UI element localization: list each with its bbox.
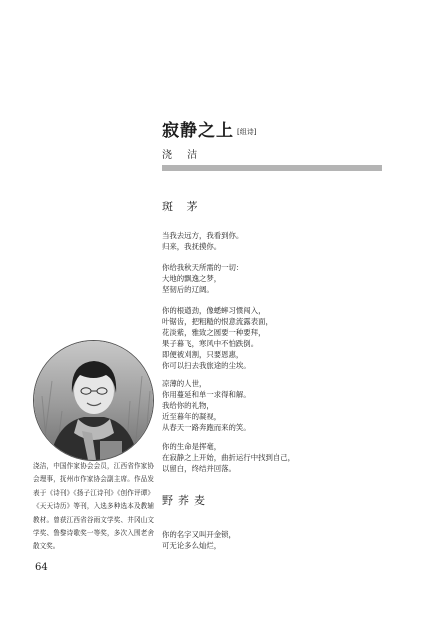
poem-line: 叶锯齿，把粗糙的恨意流露表面， bbox=[162, 317, 273, 326]
author-portrait-image bbox=[34, 341, 153, 460]
poem-line: 从春天一路奔跑而来的笑。 bbox=[162, 423, 251, 432]
poem-line: 你的名字又叫开金锁， bbox=[162, 530, 236, 539]
poem-line: 你可以扫去我旅途的尘埃。 bbox=[162, 361, 251, 370]
author-bio: 浇洁，中国作家协会会员，江西省作家协会理事，抚州市作家协会副主席。作品发表于《诗刊》《扬子江诗刊》《创作评谭》《天天诗历》等刊，入选多种选本及教辅教材。曾获江西省谷雨文学奖、井冈山文学奖、鲁黎诗歌奖一等奖，多次入围老舍散文奖。 bbox=[33, 462, 154, 551]
poem-line: 近至暮年的凝视， bbox=[162, 412, 222, 421]
poem-genre-tag: [组诗] bbox=[237, 128, 257, 136]
poem-line: 坚韧后的辽阔。 bbox=[162, 285, 214, 294]
section-title-2: 野荞麦 bbox=[162, 494, 210, 507]
poem-title-row bbox=[162, 116, 256, 141]
poem-line: 凉薄的人世， bbox=[162, 379, 207, 388]
poem-line: 你用蔓延和单一求得和解。 bbox=[162, 390, 251, 399]
stanza-1 bbox=[162, 230, 243, 252]
poem-title: 寂静之上 bbox=[162, 121, 234, 141]
stanza-2 bbox=[162, 262, 243, 295]
stanza-6 bbox=[162, 529, 236, 551]
poem-line: 花淡紫，雅致之圆要一种要拜， bbox=[162, 328, 266, 337]
poem-line: 可无论多么灿烂， bbox=[162, 541, 222, 550]
poem-line: 你给我秋天所需的一切： bbox=[162, 263, 244, 272]
poem-line: 我给你的礼物， bbox=[162, 401, 214, 410]
poem-line: 归来，我抚摸你。 bbox=[162, 242, 222, 251]
page-number: 64 bbox=[35, 562, 48, 573]
section-title-1: 斑 茅 bbox=[162, 200, 203, 213]
stanza-3 bbox=[162, 305, 273, 371]
poem-line: 你的根遒劲，像蟋蟀习惯闯入， bbox=[162, 306, 266, 315]
poem-line: 大地的飘逸之梦， bbox=[162, 274, 222, 283]
poem-line: 你的生命是挥毫， bbox=[162, 442, 222, 451]
poem-line: 以留白，终结并回落。 bbox=[162, 464, 236, 473]
title-divider-bar bbox=[162, 165, 382, 171]
poem-line: 在寂静之上开始，曲折运行中找到自己， bbox=[162, 453, 296, 462]
poem-line: 即便被刈割，只要恩惠， bbox=[162, 350, 244, 359]
stanza-5 bbox=[162, 441, 295, 474]
poem-line: 当我去远方，我看到你。 bbox=[162, 231, 244, 240]
poem-line: 果子暮飞，寒风中不怕跌倒。 bbox=[162, 339, 259, 348]
author-photo bbox=[33, 340, 154, 461]
author-name: 浇 洁 bbox=[162, 150, 204, 161]
stanza-4 bbox=[162, 378, 251, 433]
